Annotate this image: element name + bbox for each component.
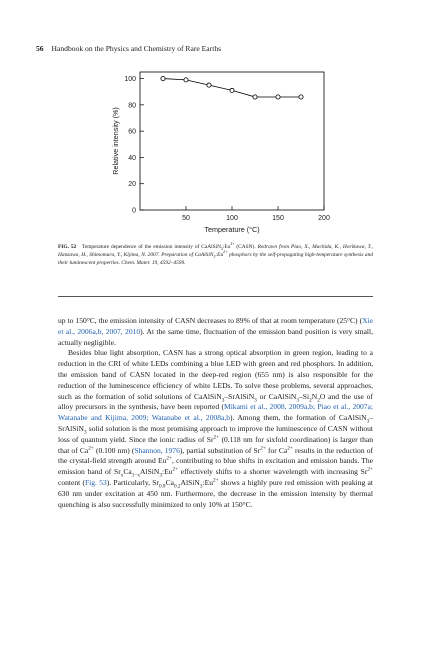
citation-link[interactable]: Xie et al., 2006a,b, 2007, 2010 [58, 316, 373, 336]
data-point [299, 95, 303, 99]
body-text [58, 316, 373, 510]
caption-text: (CASN). [234, 244, 258, 250]
citation-link[interactable]: Shannon, 1976 [134, 445, 180, 455]
x-tick-label: 50 [182, 215, 190, 222]
y-tick-label: 100 [124, 76, 136, 84]
paragraph: Besides blue light absorption, CASN has a strong optical absorption in green region, leading to a reduction in the CRI of white LEDs combining a blue LED with green and red phosphors. In addition, the emission band of CASN located in the deep-red region (655 nm) is also responsible for the reduction of the luminescence efficiency of white LEDs. To solve these problems, several approaches, such as the formation of solid solutions of CaAlSiN$_3$–SrAlSiN$_3$ or $CaAlSiN_3-Si_2N_2O$ and the use of alloy precursors in the synthesis, have been reported (Mikami et al., 2008, 2009a,b; Piao et al., 2007a; Watanabe and Kijima, 2009; Watanabe et al., 2008a,b). Among them, the formation of CaAlSiN$_3$–SrAlSiN$_3$ solid solution is the most promising approach to improve the luminescence of CASN without loss of quantum yield. Since the ionic radius of $Sr^{2+}$ (0.118 nm for sixfold coordination) is larger than that of $Ca^{2+}$ (0.100 nm) (Shannon, 1976), partial substitution of $Sr^{2+}$ for $Ca^{2+}$ results in the reduction of the crystal-field strength around $Eu^{2+}$, contributing to blue shifts in excitation and emission bands. The emission band of $Sr_xCa_{1-x}AlSiN_3:Eu^{2+}$ effectively shifts to a shorter wavelength with increasing $Sr^{2+}$ content (Fig. 53). Particularly, $Sr_{0.8}Ca_{0.2}AlSiN_3:Eu^{2+}$ shows a highly pure red emission with peaking at 630 nm under excitation at 450 nm. Furthermore, the decrease in the emission intensity by thermal quenching is also successfully minimized to only 10% at 150°C. [58, 348, 374, 509]
y-tick-label: 40 [128, 154, 136, 162]
y-tick-label: 80 [128, 102, 136, 110]
x-tick-label: 150 [272, 215, 284, 222]
temperature-intensity-chart [100, 64, 340, 236]
data-point [184, 78, 188, 82]
citation-link[interactable]: Mikami et al., 2008, 2009a,b; Piao et al., 2007a; Watanabe and Kijima, 2009; Watanabe et al., 2008a,b [58, 402, 374, 423]
data-point [207, 83, 211, 87]
page-number: 56 [36, 44, 44, 53]
y-tick-label: 0 [132, 207, 136, 215]
data-point [276, 95, 280, 99]
y-axis-label: Relative intensity (%) [111, 107, 120, 175]
caption-sup: 2+ [223, 250, 228, 255]
data-point [230, 88, 234, 92]
y-tick-label: 20 [128, 181, 136, 189]
figure-label: FIG. 52 [58, 244, 77, 250]
caption-sup: 2+ [230, 242, 235, 247]
book-title: Handbook on the Physics and Chemistry of Rare Earths [51, 44, 222, 53]
paragraph: up to 150°C, the emission intensity of CASN decreases to 89% of that at room temperature (25°C) (Xie et al., 2006a,b, 2007, 2010). At the same time, fluctuation of the emission band position is very small, actually negligible. [58, 316, 374, 347]
series-line [163, 79, 301, 97]
caption-credit: phosphors by the self-propagating high-temperature synthesis and their luminescent properties. Chem. Mater. 19, 4592–4599. [58, 252, 373, 267]
data-point [161, 76, 165, 80]
data-point [253, 95, 257, 99]
running-header [36, 44, 221, 53]
caption-divider [58, 296, 373, 297]
y-tick-label: 60 [128, 128, 136, 136]
figure-link[interactable]: Fig. 53 [84, 477, 107, 487]
caption-credit: :Eu [215, 252, 224, 259]
caption-sub: 3 [213, 255, 216, 260]
x-tick-label: 100 [226, 215, 238, 222]
caption-text: Temperature dependence of the emission intensity of CaAlSiN [81, 244, 222, 250]
x-axis-label: Temperature (°C) [204, 225, 260, 234]
caption-text: :Eu [222, 244, 231, 250]
caption-credit: Redrawn from Piao, X., Machida, K., Horikawa, T., Hanzawa, H., Shimomura, Y., Kijima, N. 2007. Preparation of CaAlSiN [58, 244, 374, 259]
caption-sub: 3 [221, 247, 223, 252]
x-tick-label: 200 [318, 215, 330, 222]
figure-caption [58, 243, 373, 268]
